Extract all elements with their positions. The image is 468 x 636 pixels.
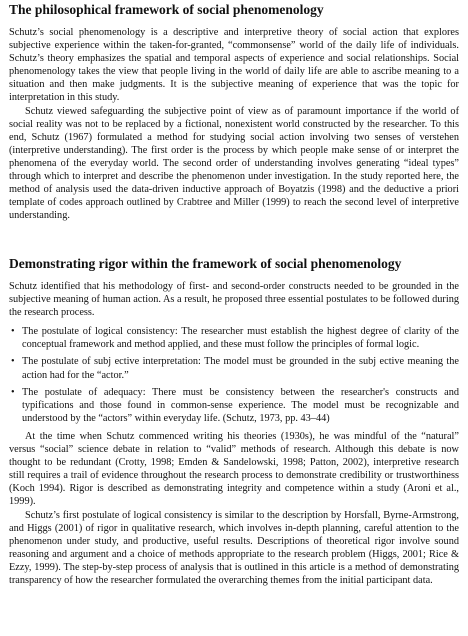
list-item-logical-consistency [9,325,459,351]
paragraph-safeguarding-subjective-view: Schutz viewed safeguarding the subjective point of view as of paramount importance if the world of social reality was not to be replaced by a fictional, nonexistent world constructed by the researcher. To this end, Schutz (1967) formulated a method for studying social action involving two senses of verstehen (interpretive understanding). The first order is the process by which people make sense of or interpret the phenomena of the everyday world. The second order of understanding involves generating “ideal types” through which to interpret and describe the phenomenon under investigation. In the study reported here, the method of analysis used the data-driven inductive approach of Boyatzis (1998) and the deductive a priori template of codes approach outlined by Crabtree and Miller (1999) to reach the second level of interpretive understanding. [9,105,459,222]
section-heading-philosophical-framework: The philosophical framework of social phenomenology [9,2,324,17]
list-item-adequacy [9,386,459,425]
bullet-marker: • [11,356,15,368]
paragraph-natural-vs-social-science: At the time when Schutz commenced writing his theories (1930s), he was mindful of the “natural” versus “social” science debate in relation to “valid” methods of research. Although this debate is now thought to be redundant (Crotty, 1998; Emden & Sandelowski, 1998; Patton, 2002), interpretive research still requires a trail of evidence throughout the research process to demonstrate credibility or trustworthiness (Koch 1994). Rigor is described as demonstrating integrity and competence within a study (Aroni et al., 1999). [9,430,459,508]
bullet-marker: • [11,326,15,338]
postulates-list [9,325,459,425]
paragraph-postulates-intro: Schutz identified that his methodology of first- and second-order constructs needed to be grounded in the subjective meaning of human action. As a result, he proposed three essential postulates to be followed during the research process. [9,281,459,319]
list-item-text: The postulate of subj ective interpretation: The model must be grounded in the subj ective meaning the action had for the “actor.” [22,356,459,381]
section-philosophical-framework-body [9,26,459,222]
paragraph-logical-consistency-rigor: Schutz’s first postulate of logical consistency is similar to the description by Horsfall, Byrne-Armstrong, and Higgs (2001) of rigor in qualitative research, which involves in-depth planning, careful attention to the phenomenon under study, and productive, useful results. Descriptions of theoretical rigor involve sound reasoning and argument and a choice of methods appropriate to the research problem (Higgs, 2001; Rice & Ezzy, 1999). The step-by-step process of analysis that is outlined in this article is a method of demonstrating transparency of how the researcher formulated the overarching themes from the initial participant data. [9,509,459,586]
list-item-text: The postulate of adequacy: There must be consistency between the researcher's constructs and typifications and those found in common-sense experience. The model must be recognizable and understood by the “actors” within everyday life. (Schutz, 1973, pp. 43–44) [22,386,459,424]
section-demonstrating-rigor-body [9,280,459,587]
paragraph-schutz-social-phenomenology: Schutz’s social phenomenology is a descriptive and interpretive theory of social action that explores subjective experience within the taken-for-granted, “commonsense” world of the daily life of individuals. Schutz’s theory emphasizes the spatial and temporal aspects of experience and social relationships. Social phenomenology takes the view that people living in the world of daily life are able to ascribe meaning to a situation and then make judgments. It is the subjective meaning of experience that was the topic for interpretation in this study. [9,27,459,104]
section-heading-demonstrating-rigor: Demonstrating rigor within the framework of social phenomenology [9,256,402,271]
list-item-subjective-interpretation [9,355,459,381]
bullet-marker: • [11,386,15,398]
list-item-text: The postulate of logical consistency: The researcher must establish the highest degree of clarity of the conceptual framework and method applied, and these must follow the principles of formal logic. [22,326,459,351]
